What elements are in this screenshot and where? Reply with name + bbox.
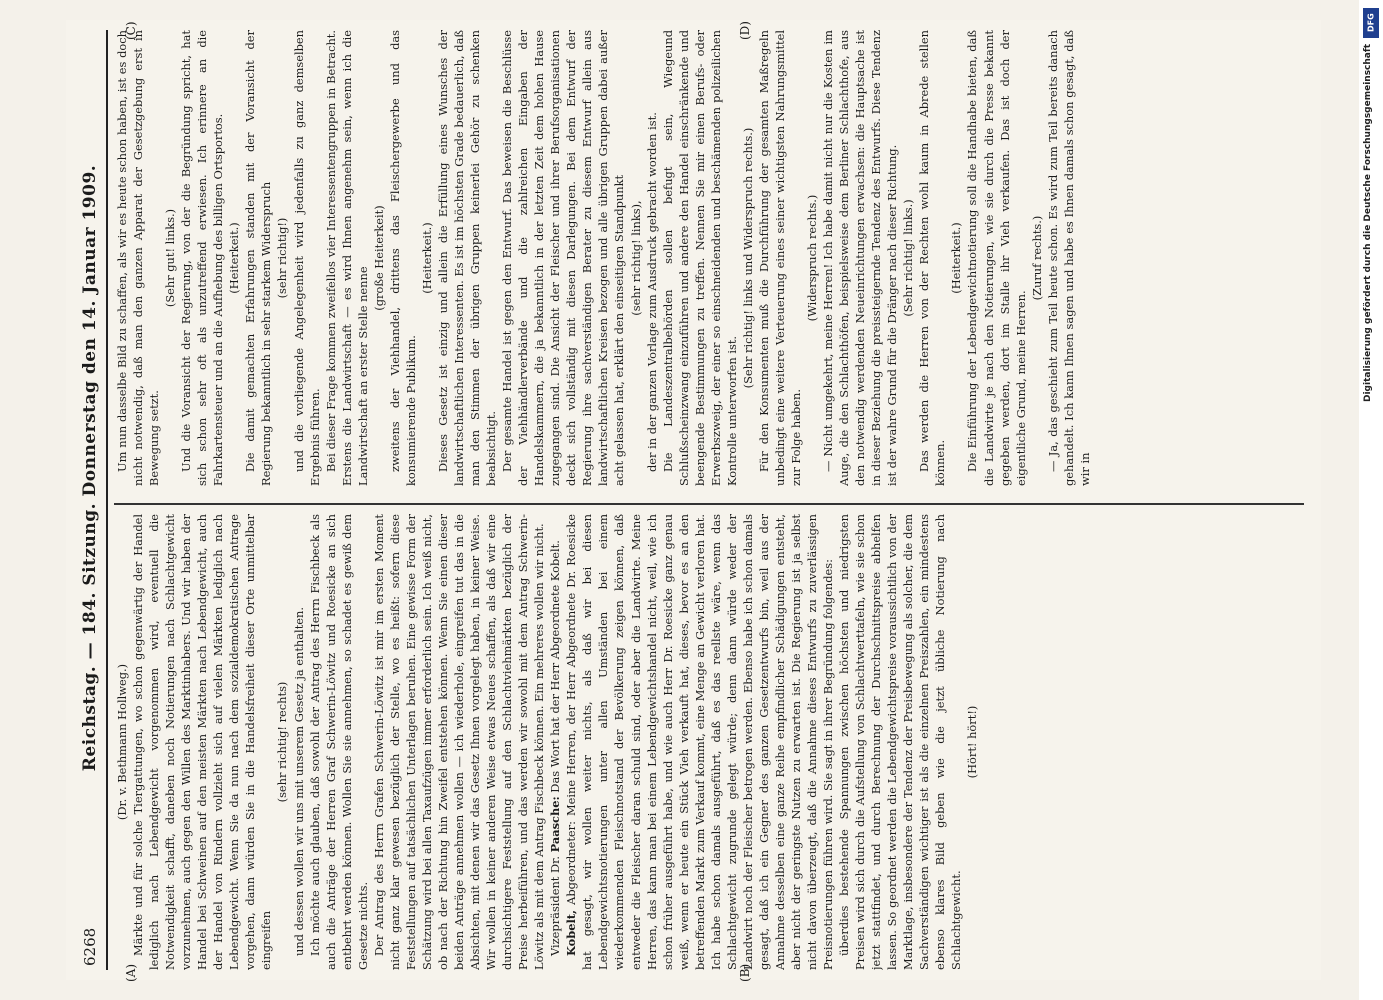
- speaker-text: Das Wort hat der Herr Abgeordnete Kobelt.: [548, 540, 563, 793]
- paragraph: Die Einführung der Lebendgewichtnotierung soll die Handhabe bieten, daß die Landwirte je nach den Notierungen, wie sie durch die Presse bekannt gegeben werden, dort im Stalle ihr Vieh verkaufen. Das ist doch der eigentliche Grund, meine Herren.: [965, 30, 1028, 486]
- remark: (Widerspruch rechts.): [805, 194, 820, 322]
- paragraph: Bei dieser Frage kommen zweifellos vier Interessentengruppen in Betracht. Erstens die Landwirtschaft — es wird Ihnen angenehm sein, wenn ich die Landwirtschaft an erster Stelle nenne: [323, 30, 370, 486]
- remark: (große Heiterkeit): [371, 205, 386, 311]
- paragraph: und die vorliegende Angelegenheit wird jedenfalls zu ganz demselben Ergebnis führen.: [291, 30, 322, 486]
- paragraph: Die damit gemachten Erfahrungen standen mit der Voransicht der Regierung bekanntlich in sehr starkem Widerspruch: [243, 30, 274, 486]
- remark: (Hört! hört!): [965, 705, 980, 779]
- remark: (Heiterkeit.): [419, 222, 434, 294]
- scan-strip: [1359, 0, 1383, 1000]
- paragraph: Und die Voransicht der Regierung, von der die Begründung spricht, hat sich schon sehr oft als unzutreffend erwiesen. Ich erinnere an die Fahrkartensteuer und an die Aufhebung des billigen Ortsportos.: [179, 30, 226, 486]
- right-column: [114, 30, 1304, 486]
- remark: (sehr richtig! links),: [628, 200, 643, 316]
- speaker-name: Kobelt,: [564, 909, 579, 956]
- document-page: [66, 20, 1321, 980]
- remark: (Sehr richtig! links.): [901, 199, 916, 317]
- page-header: [74, 30, 108, 970]
- paragraph: Das werden die Herren von der Rechten wohl kaum in Abrede stellen können.: [917, 30, 948, 486]
- paragraph: und dessen wollen wir uns mit unserem Gesetz ja enthalten.: [291, 607, 306, 956]
- remark: (Heiterkeit.): [949, 222, 964, 294]
- remark: (sehr richtig!): [275, 217, 290, 299]
- speaker-paragraph: [547, 514, 563, 970]
- paragraph: Um nun dasselbe Bild zu schaffen, als wir es heute schon haben, ist es doch nicht notwendig, daß man den ganzen Apparat der Gesetzgebung erst in Bewegung setzt.: [115, 30, 162, 486]
- margin-marker-a: (A): [124, 963, 138, 982]
- dfg-logo: DFG: [1363, 8, 1379, 38]
- speaker-name: Paasche:: [548, 796, 563, 853]
- page-number: 6268: [81, 927, 99, 966]
- header-title: Reichstag. — 184. Sitzung. Donnerstag den 14. Januar 1909.: [80, 164, 100, 772]
- paragraph: — Nicht umgekehrt, meine Herren! Ich habe damit nicht nur die Kosten im Auge, die den Schlachthöfen, beispielsweise dem Berliner Schlachthofe, aus den notwendig werdenden Neueinrichtungen erwachsen: die Hauptsache ist in dieser Beziehung die preissteigernde Tendenz des Entwurfs. Diese Tendenz ist der wahre Grund für die Dränger nach dieser Richtung.: [821, 30, 900, 486]
- paragraph: der in der ganzen Vorlage zum Ausdruck gebracht worden ist.: [644, 112, 659, 472]
- remark: (Zuruf rechts.): [1029, 215, 1044, 301]
- running-head: (Dr. v. Bethmann Hollweg.): [115, 663, 129, 821]
- speaker-text: Abgeordneter: Meine Herren, der Herr Abgeordnete Dr. Roesicke hat gesagt, wir wollen weiter nichts, als daß wir bei diesen Lebendgewichtsnotierungen unter allen Umständen bei einem wiederkommenden Fleischnotstand der Bevölkerung zeigen können, daß entweder die Fleischer daran schuld sind, oder aber die Landwirte. Meine Herren, das kann man bei einem Lebendgewichtshandel nicht, weil, wie ich schon früher ausgeführt habe, und wie auch Herr Dr. Roesicke ganz genau weiß, wenn er heute ein Stück Vieh verkauft hat, dieses, bevor es an den betreffenden Markt zum Verkauf kommt, eine Menge an Gewicht verloren hat. Ich habe schon damals ausgeführt, daß es das reellste wäre, wenn das Schlachtgewicht zugrunde gelegt würde; denn dann würde weder der Landwirt noch der Fleischer betrogen werden. Ebenso habe ich schon damals gesagt, daß ich ein Gegner des ganzen Gesetzentwurfs bin, weil aus der Annahme desselben eine ganze Reihe empfindlicher Schädigungen entsteht, aber nicht der geringste Nutzen zu erwarten ist. Die Regierung ist ja selbst nicht davon überzeugt, daß die Annahme dieses Entwurfs zu zuverlässigen Preisnotierungen führen wird. Sie sagt in ihrer Begründung folgendes:: [564, 514, 836, 970]
- digitization-note: Digitalisierung gefördert durch die Deutsche Forschungsgemeinschaft: [1363, 44, 1373, 403]
- paragraph: Der Antrag des Herrn Grafen Schwerin-Löwitz ist mir im ersten Moment nicht ganz klar gewesen bezüglich der Stelle, wo es heißt: sofern diese Feststellungen auf tatsächlichen Unterlagen beruhen. Eine gewisse Form der Schätzung wird bei allen Taxaufzügen immer erforderlich sein. Ich weiß nicht, ob nach der Richtung hin Zweifel entstehen können. Wenn Sie einen dieser beiden Anträge annehmen wollen — ich wiederhole, eingreifen tut das in die Absichten, mit denen wir das Gesetz Ihnen vorgelegt haben, in keiner Weise. Wir wollen in keiner anderen Weise etwas Neues schaffen, als daß wir eine durchsichtigere Feststellung auf den Schlachtviehmärkten bezüglich der Preise herbeiführen, und das werden wir sowohl mit dem Antrag Schwerin-Löwitz als mit dem Antrag Fischbeck können. Ein mehreres wollen wir nicht.: [371, 514, 547, 970]
- paragraph: Der gesamte Handel ist gegen den Entwurf. Das beweisen die Beschlüsse der Viehhändlerverbände und die zahlreichen Eingaben der Handelskammern, die ja bekanntlich in der letzten Zeit dem hohen Hause zugegangen sind. Die Ansicht der Fleischer und ihrer Berufsorganisationen deckt sich vollständig mit diesen Darlegungen. Bei dem Entwurf der Regierung ihre sachverständigen Berater zu diesem Entwurf allein aus landwirtschaftlichen Kreisen bezogen und alle übrigen Gruppen dabei außer acht gelassen hat, erklärt den einseitigen Standpunkt: [500, 30, 627, 486]
- margin-marker-d: (D): [738, 21, 752, 40]
- paragraph: — Ja, das geschieht zum Teil heute schon. Es wird zum Teil bereits danach gehandelt. Ich kann Ihnen sagen und habe es Ihnen damals schon gesagt, daß wir in: [1045, 30, 1092, 486]
- left-column: [114, 514, 1304, 970]
- speaker-prefix: Vizepräsident Dr.: [548, 856, 563, 956]
- paragraph: Ich möchte auch glauben, daß sowohl der Antrag des Herrn Fischbeck als auch die Anträge der Herren Graf Schwerin-Löwitz und Roesicke an sich entbehrt werden können. Wollen Sie sie annehmen, so schadet es gewiß dem Gesetze nichts.: [307, 514, 370, 970]
- quote: überdies bestehende Spannungen zwischen höchsten und niedrigsten Preisen wird sich durch die Aufstellung von Schlachtwerttafeln, wie sie schon jetzt stattfindet, und durch Berechnung der Durchschnittspreise abhelfen lassen. So geordnet werden die Lebendgewichtspreise voraussichtlich von der Marktlage, insbesondere der Tendenz der Preisbewegung als solcher, die dem Sachverständigen wichtiger ist als die einzelnen Preiszahlen, ein mindestens ebenso klares Bild geben wie die jetzt übliche Notierung nach Schlachtgewicht.: [837, 514, 964, 970]
- paragraph: Dieses Gesetz ist einzig und allein die Erfüllung eines Wunsches der landwirtschaftlichen Interessenten. Es ist im höchsten Grade bedauerlich, daß man den Stimmen der übrigen Gruppen keinerlei Gehör zu schenken beabsichtigt.: [435, 30, 499, 486]
- remark: (Sehr gut! links.): [163, 208, 178, 308]
- speaker-paragraph: [563, 514, 836, 970]
- column-divider: [114, 504, 1304, 506]
- margin-marker-c: (C): [124, 21, 138, 40]
- remark: (Heiterkeit.): [227, 222, 242, 294]
- remark: (Sehr richtig! links und Widerspruch rechts.): [740, 127, 755, 389]
- margin-marker-b: (B): [738, 963, 752, 982]
- remark: (sehr richtig! rechts): [275, 681, 290, 803]
- paragraph: Die Landeszentralbehörden sollen befugt sein, Wiegeund Schlußscheinzwang einzuführen und andere den Handel einschränkende und beengende Bestimmungen zu treffen. Nennen Sie mir einen Berufs- oder Erwerbszweig, der einer so einschneidenden und beschämenden polizeilichen Kontrolle unterworfen ist.: [660, 30, 739, 486]
- paragraph: zweitens der Viehhandel, drittens das Fleischergewerbe und das konsumierende Publikum.: [387, 30, 418, 486]
- paragraph: Märkte und für solche Tiergattungen, wo schon gegenwärtig der Handel lediglich nach Lebendgewicht vorgenommen wird, eventuell die Notwendigkeit schafft, daneben noch Notierungen nach Schlachtgewicht vorzunehmen, auch gegen den Willen des Marktinhabers. Und wir haben der Handel bei Schweinen auf den meisten Märkten nach Lebendgewicht, auch der Handel von Rindern vollzieht sich auf vielen Märkten lediglich nach Lebendgewicht. Wenn Sie da nun nach dem sozialdemokratischen Antrage vorgehen, dann würden Sie in die Handelsfreiheit dieser Orte unmittelbar eingreifen: [131, 514, 274, 970]
- paragraph: Für den Konsumenten muß die Durchführung der gesamten Maßregeln unbedingt eine weitere Verteuerung eines seiner wichtigsten Nahrungsmittel zur Folge haben.: [756, 30, 803, 486]
